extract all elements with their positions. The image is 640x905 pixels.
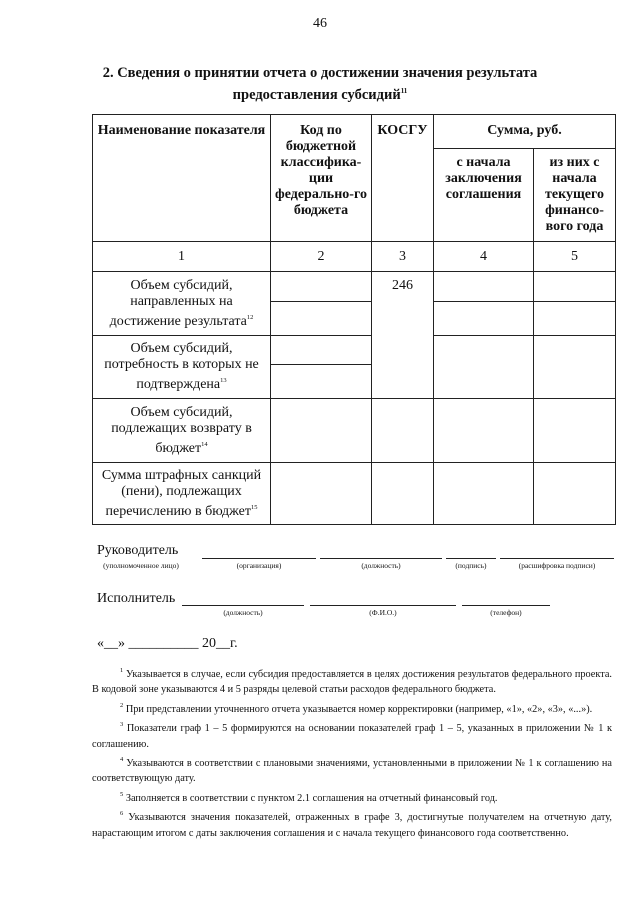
decode-caption: (расшифровка подписи): [518, 561, 596, 570]
cell-budget-code[interactable]: [271, 399, 372, 463]
org-caption: (организация): [236, 561, 282, 570]
cell-since-start[interactable]: [434, 302, 534, 336]
section-title-line1: 2. Сведения о принятии отчета о достижении значения результата: [102, 65, 538, 81]
cell-budget-code[interactable]: [271, 463, 372, 525]
footnote-3: $^3$ Показатели граф 1 – 5 формируются на основании показателей граф 1 – 5, указанных в приложении № 1 к соглашению.: [92, 721, 613, 750]
col-number: 1: [93, 242, 271, 272]
header-name: Наименование показателя: [93, 115, 271, 242]
header-since-start: с начала заключения соглашения: [434, 149, 534, 242]
page-number: 46: [313, 16, 327, 31]
decode-line[interactable]: [500, 558, 614, 559]
cell-budget-code[interactable]: [271, 365, 372, 399]
head-caption: (уполномоченное лицо): [103, 561, 179, 570]
footnote-ref: 12: [246, 313, 254, 321]
footnote-ref: 15: [250, 503, 258, 511]
exec-fio-caption: (Ф.И.О.): [369, 608, 397, 617]
date-line[interactable]: «__» __________ 20__г.: [97, 636, 238, 651]
col-number: 3: [372, 242, 434, 272]
section-title-line2: предоставления субсидий$^{11}$: [232, 87, 408, 103]
row-label: Объем субсидий, направленных на достижение результата$^{12}$: [93, 272, 271, 336]
footnote-2: $^2$ При представлении уточненного отчета указывается номер корректировки (например, «1», «2», «3», «...»).: [120, 701, 593, 715]
exec-phone-line[interactable]: [462, 605, 550, 606]
sign-line[interactable]: [446, 558, 496, 559]
exec-fio-line[interactable]: [310, 605, 456, 606]
footnote-5: $^5$ Заполняется в соответствии с пунктом 2.1 соглашения на отчетный финансовый год.: [120, 790, 498, 804]
col-number: 2: [271, 242, 372, 272]
cell-since-start[interactable]: [434, 399, 534, 463]
position-caption: (должность): [361, 561, 401, 570]
footnote-6: $^6$ Указываются значения показателей, отраженных в графе 3, достигнутые получателем на отчетную дату, нарастающим итогом с даты заключения соглашения и с начала текущего финансового года соответственно.: [92, 810, 612, 839]
position-line[interactable]: [320, 558, 442, 559]
cell-current-year[interactable]: [534, 336, 616, 399]
cell-budget-code[interactable]: [271, 302, 372, 336]
row-label: Объем субсидий, потребность в которых не подтверждена$^{13}$: [93, 336, 271, 399]
footnote-ref: 14: [201, 440, 208, 448]
report-table: [92, 114, 616, 525]
exec-position-caption: (должность): [223, 608, 263, 617]
cell-budget-code[interactable]: [271, 336, 372, 365]
footnotes: [92, 663, 612, 841]
org-line[interactable]: [202, 558, 316, 559]
exec-position-line[interactable]: [182, 605, 304, 606]
cell-current-year[interactable]: [534, 302, 616, 336]
exec-phone-caption: (телефон): [490, 608, 522, 617]
sign-caption: (подпись): [455, 561, 487, 570]
col-number: 5: [534, 242, 616, 272]
header-sum: Сумма, руб.: [434, 115, 616, 149]
cell-since-start[interactable]: [434, 272, 534, 302]
cell-kosgu[interactable]: 246: [372, 272, 434, 399]
head-label: Руководитель: [97, 543, 179, 558]
col-number: 4: [434, 242, 534, 272]
cell-kosgu[interactable]: [372, 399, 434, 463]
cell-kosgu[interactable]: [372, 463, 434, 525]
row-label: Объем субсидий, подлежащих возврату в бюджет$^{14}$: [93, 399, 271, 463]
footnote-ref: 13: [220, 377, 227, 384]
cell-since-start[interactable]: [434, 463, 534, 525]
header-kosgu: КОСГУ: [372, 115, 434, 242]
cell-current-year[interactable]: [534, 463, 616, 525]
footnote-4: $^4$ Указываются в соответствии с плановыми значениями, установленными в приложении № 1 к соглашению на соответствующую дату.: [92, 756, 612, 785]
footnote-ref: 11: [400, 87, 408, 95]
cell-budget-code[interactable]: [271, 272, 372, 302]
section-title: [90, 64, 550, 104]
row-label: Сумма штрафных санкций (пени), подлежащих перечислению в бюджет$^{15}$: [93, 463, 271, 525]
cell-current-year[interactable]: [534, 399, 616, 463]
header-budget-code: Код по бюджетной классифика-ции федерально-го бюджета: [271, 115, 372, 242]
footnote-1: $^1$ Указывается в случае, если субсидия предоставляется в целях достижения результатов федерального проекта. В кодовой зоне указываются 4 и 5 разряды целевой статьи расходов федерального бюджета.: [92, 667, 612, 696]
header-current-year: из них с начала текущего финансо-вого года: [534, 149, 616, 242]
cell-since-start[interactable]: [434, 336, 534, 399]
cell-current-year[interactable]: [534, 272, 616, 302]
executor-label: Исполнитель: [97, 591, 176, 606]
